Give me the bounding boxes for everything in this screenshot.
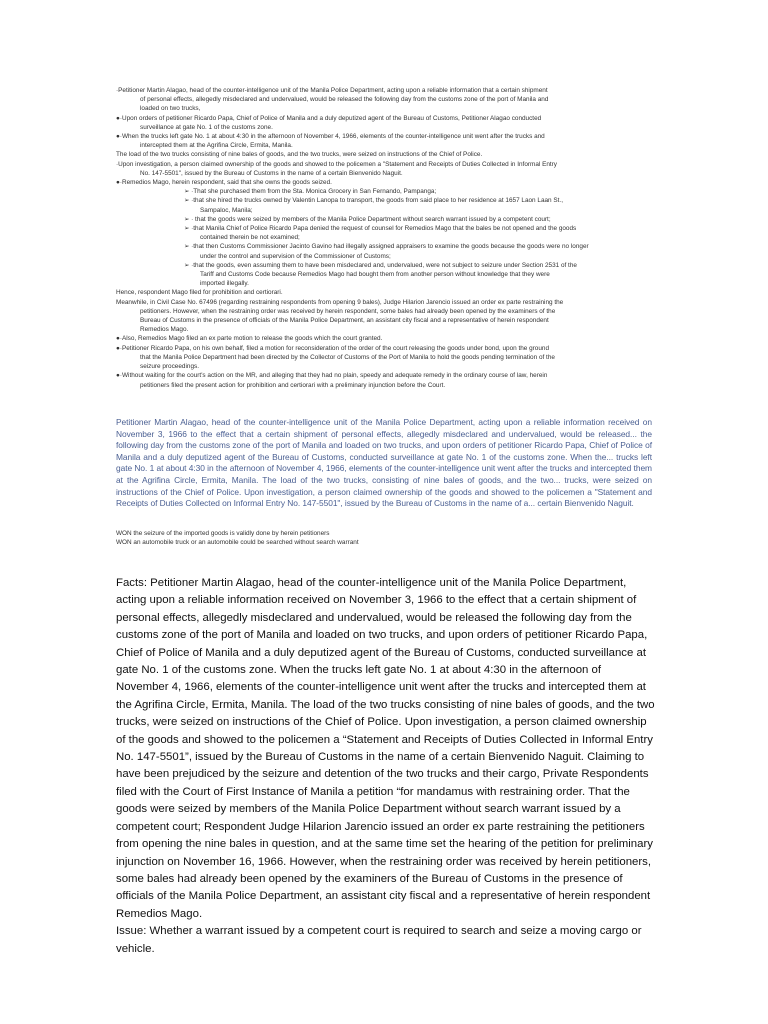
claim-line: under the control and supervision of the Commissioner of Customs; bbox=[200, 252, 391, 260]
claim-line: ➢ ·that then Customs Commissioner Jacinto Gavino had illegally assigned appraisers to examine the goods because the goods were no longer bbox=[184, 243, 589, 251]
case-excerpt bbox=[116, 417, 652, 510]
claim-line: contained therein be not examined; bbox=[200, 234, 300, 242]
claim-line: ➢ ·that she hired the trucks owned by Valentin Lanopa to transport, the goods from said place to her residence at 1657 Laon Laan St., bbox=[184, 197, 563, 205]
summary-line: ●·Petitioner Ricardo Papa, on his own behalf, filed a motion for reconsideration of the order of the court releasing the goods under bond, upon the ground bbox=[116, 344, 550, 352]
summary-line: loaded on two trucks, bbox=[140, 105, 201, 113]
summary-line: intercepted them at the Agrifina Circle, Ermita, Manila. bbox=[140, 142, 293, 150]
summary-line: seizure proceedings. bbox=[140, 363, 199, 371]
claim-line: ➢ · that the goods were seized by members of the Manila Police Department without search warrant issued by a competent court; bbox=[184, 215, 551, 223]
issue-line: WON an automobile truck or an automobile could be searched without search warrant bbox=[116, 539, 359, 547]
summary-line: Hence, respondent Mago filed for prohibition and certiorari. bbox=[116, 289, 283, 297]
facts-section bbox=[116, 575, 656, 958]
summary-line: that the Manila Police Department had been directed by the Collector of Customs of the Port of Manila to hold the goods pending termination of the bbox=[140, 353, 555, 361]
summary-line: ●·Without waiting for the court's action on the MR, and alleging that they had no plain, speedy and adequate remedy in the ordinary course of law, herein bbox=[116, 372, 548, 380]
claim-line: ➢ ·That she purchased them from the Sta. Monica Grocery in San Fernando, Pampanga; bbox=[184, 188, 437, 196]
facts-paragraph: Facts: Petitioner Martin Alagao, head of the counter-intelligence unit of the Manila Police Department, acting upon a reliable information received on November 3, 1966 to the effect that a certain shipment of personal effects, allegedly misdeclared and undervalued, would be released the following day from the customs zone of the port of Manila and loaded on two trucks, and upon orders of petitioner Ricardo Papa, Chief of Police of Manila and a duly deputized agent of the Bureau of Customs, conducted surveillance at gate No. 1 of the customs zone. When the trucks left gate No. 1 at about 4:30 in the afternoon of November 4, 1966, elements of the counter-intelligence unit went after the trucks and intercepted them at the Agrifina Circle, Ermita, Manila. The load of the two trucks consisting of nine bales of goods, and the two trucks, were seized on instructions of the Chief of Police. Upon investigation, a person claimed ownership of the goods and showed to the policemen a “Statement and Receipts of Duties Collected in Informal Entry No. 147-5501”, issued by the Bureau of Customs in the name of a certain Bienvenido Naguit. Claiming to have been prejudiced by the seizure and detention of the two trucks and their cargo, Private Respondents filed with the Court of First Instance of Manila a petition “for mandamus with restraining order. That the goods were seized by members of the Manila Police Department without search warrant issued by a competent court; Respondent Judge Hilarion Jarencio issued an order ex parte restraining the petitioners from opening the nine bales in question, and at the same time set the hearing of the petition for preliminary injunction on November 16, 1966. However, when the restraining order was received by herein petitioners, some bales had already been opened by the examiners of the Bureau of Customs in the presence of officials of the Manila Police Department, an assistant city fiscal and a representative of herein respondent Remedios Mago. bbox=[116, 577, 655, 920]
summary-line: petitioners filed the present action for prohibition and certiorari with a preliminary injunction before the Court. bbox=[140, 381, 446, 389]
summary-line: ●·Remedios Mago, herein respondent, said that she owns the goods seized. bbox=[116, 179, 332, 187]
issue-line: WON the seizure of the imported goods is validly done by herein petitioners bbox=[116, 530, 330, 537]
summary-line: ●·When the trucks left gate No. 1 at about 4:30 in the afternoon of November 4, 1966, elements of the counter-intelligence unit went after the trucks and bbox=[116, 133, 545, 141]
summary-line: Meanwhile, in Civil Case No. 67496 (regarding restraining respondents from opening 9 bales), Judge Hilarion Jarencio issued an order ex parte restraining the bbox=[116, 298, 564, 306]
summary-line: ·Petitioner Martin Alagao, head of the counter-intelligence unit of the Manila Police Department, acting upon a reliable information that a certain shipment bbox=[116, 87, 548, 94]
claim-line: ➢ ·that Manila Chief of Police Ricardo Papa denied the request of counsel for Remedios Mago that the bales be not opened and the goods bbox=[184, 225, 577, 233]
summary-line: The load of the two trucks consisting of nine bales of goods, and the two trucks, were seized on instructions of the Chief of Police. bbox=[116, 151, 483, 159]
claim-line: Sampaloc, Manila; bbox=[200, 206, 253, 214]
summary-line: ●·Upon orders of petitioner Ricardo Papa, Chief of Police of Manila and a duly deputized agent of the Bureau of Customs, Petitioner Alagao conducted bbox=[116, 114, 542, 122]
summary-line: Remedios Mago. bbox=[140, 326, 189, 334]
summary-line: petitioners. However, when the restraining order was received by herein respondent, some bales had already been opened by the examiners of the bbox=[140, 307, 556, 315]
claim-line: ➢ ·that the goods, even assuming them to have been misdeclared and, undervalued, were not subject to seizure under Section 2531 of the bbox=[184, 261, 577, 269]
summary-line: surveillance at gate No. 1 of the customs zone. bbox=[140, 123, 273, 131]
summary-line: Bureau of Customs in the presence of officials of the Manila Police Department, an assistant city fiscal and a representative of herein respondent bbox=[140, 317, 549, 325]
excerpt-paragraph: Petitioner Martin Alagao, head of the counter-intelligence unit of the Manila Police Department, acting upon a reliable information received on November 3, 1966 to the effect that a certain shipment of personal effects, allegedly misdeclared and undervalued, would be released... the following day from the customs zone of the port of Manila and loaded on two trucks, and upon orders of petitioner Ricardo Papa, Chief of Police of Manila and a duly deputized agent of the Bureau of Customs, conducted surveillance at gate No. 1 of the customs zone. When the... trucks left gate No. 1 at about 4:30 in the afternoon of November 4, 1966, elements of the counter-intelligence unit went after the trucks and intercepted them at the Agrifina Circle, Ermita, Manila. The load of the two trucks, consisting of nine bales of goods, and the two... trucks, were seized on instructions of the Chief of Police. Upon investigation, a person claimed ownership of the goods and showed to the policemen a "Statement and Receipts of Duties Collected on Informal Entry No. 147-5501", issued by the Bureau of Customs in the name of a... certain Bienvenido Naguit. bbox=[116, 417, 652, 509]
claim-line: imported illegally. bbox=[200, 280, 249, 288]
claim-line: Tariff and Customs Code because Remedios Mago had bought them from another person without knowledge that they were bbox=[200, 271, 550, 279]
summary-line: of personal effects, allegedly misdeclared and undervalued, would be released the following day from the customs zone of the port of Manila and bbox=[140, 96, 549, 104]
summary-line: ●·Also, Remedios Mago filed an ex parte motion to release the goods which the court granted. bbox=[116, 335, 383, 343]
summary-line: ·Upon investigation, a person claimed ownership of the goods and showed to the policemen a "Statement and Receipts of Duties Collected in Informal Entry bbox=[116, 160, 557, 168]
summary-line: No. 147-5501", issued by the Bureau of Customs in the name of a certain Bienvenido Naguit. bbox=[140, 169, 403, 177]
issue-paragraph: Issue: Whether a warrant issued by a competent court is required to search and seize a moving cargo or vehicle. bbox=[116, 925, 642, 955]
case-summary bbox=[116, 86, 652, 390]
issues-list bbox=[116, 529, 652, 548]
